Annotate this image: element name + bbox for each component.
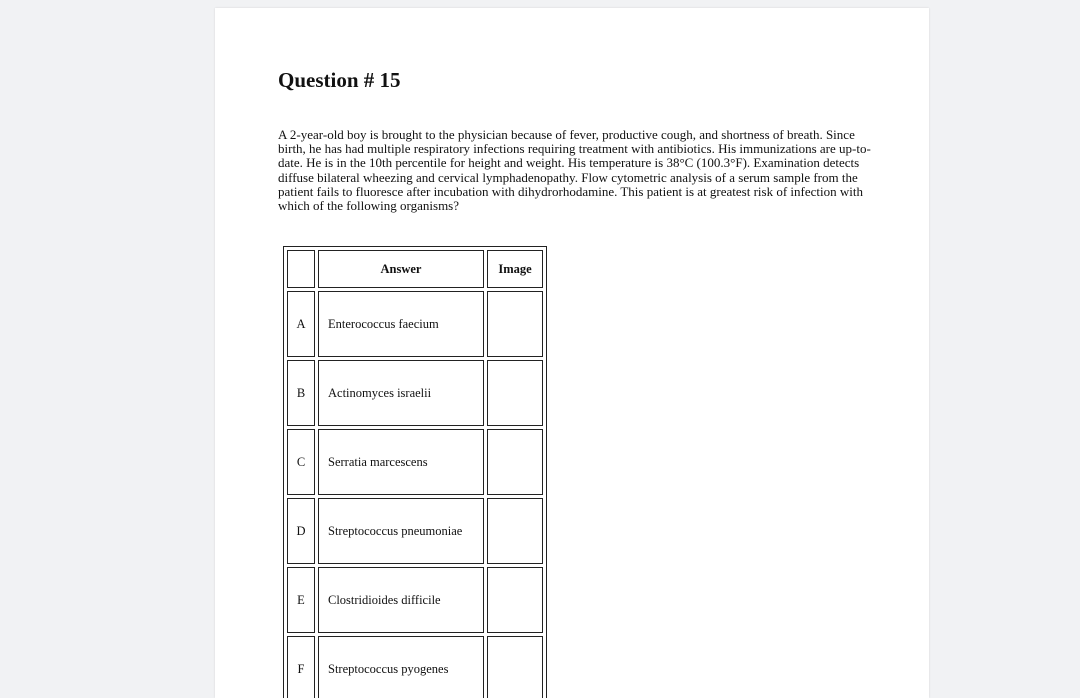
option-letter: D	[287, 498, 315, 564]
answer-option-row-a[interactable]	[287, 291, 543, 357]
answer-table-header-row	[287, 250, 543, 288]
header-answer-cell: Answer	[318, 250, 484, 288]
option-image-cell	[487, 291, 543, 357]
option-letter: C	[287, 429, 315, 495]
question-title: Question # 15	[278, 68, 401, 92]
option-letter: E	[287, 567, 315, 633]
option-text: Actinomyces israelii	[318, 360, 484, 426]
option-text: Streptococcus pyogenes	[318, 636, 484, 698]
option-text: Clostridioides difficile	[318, 567, 484, 633]
option-text: Serratia marcescens	[318, 429, 484, 495]
option-image-cell	[487, 429, 543, 495]
answer-option-row-e[interactable]	[287, 567, 543, 633]
option-image-cell	[487, 636, 543, 698]
option-letter: B	[287, 360, 315, 426]
answer-option-row-b[interactable]	[287, 360, 543, 426]
option-text: Streptococcus pneumoniae	[318, 498, 484, 564]
option-letter: F	[287, 636, 315, 698]
option-image-cell	[487, 498, 543, 564]
option-letter: A	[287, 291, 315, 357]
option-text: Enterococcus faecium	[318, 291, 484, 357]
answer-option-row-f[interactable]	[287, 636, 543, 698]
question-stem: A 2-year-old boy is brought to the physician because of fever, productive cough, and shortness of breath. Since birth, he has had multiple respiratory infections requiring treatment with antibiotics. His immunizations are up-to-date. He is in the 10th percentile for height and weight. His temperature is 38°C (100.3°F). Examination detects diffuse bilateral wheezing and cervical lymphadenopathy. Flow cytometric analysis of a serum sample from the patient fails to fluoresce after incubation with dihydrorhodamine. This patient is at greatest risk of infection with which of the following organisms?	[278, 127, 871, 214]
answer-option-row-c[interactable]	[287, 429, 543, 495]
header-letter-cell	[287, 250, 315, 288]
answer-option-row-d[interactable]	[287, 498, 543, 564]
header-image-cell: Image	[487, 250, 543, 288]
option-image-cell	[487, 567, 543, 633]
option-image-cell	[487, 360, 543, 426]
document-page	[215, 8, 929, 698]
answer-table	[283, 246, 547, 698]
